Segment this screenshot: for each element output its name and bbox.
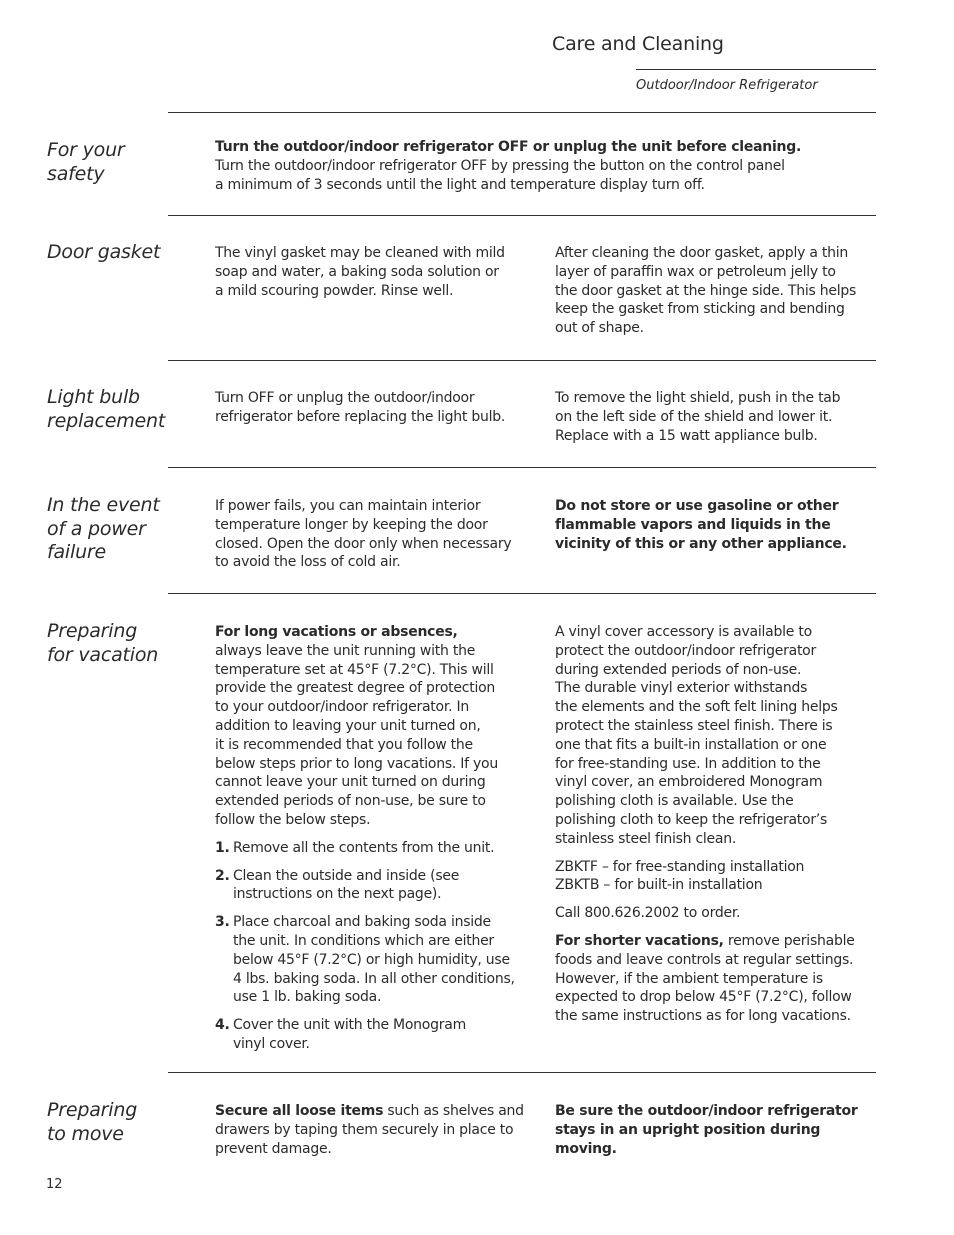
title-line: Door gasket: [47, 241, 161, 263]
title-line: For your: [47, 139, 125, 161]
shorter-vacations-label: For shorter vacations,: [555, 932, 724, 949]
title-line: Preparing: [47, 1099, 138, 1121]
text-line: polishing cloth to keep the refrigerator’s: [555, 811, 828, 828]
text-line: a mild scouring powder. Rinse well.: [215, 282, 454, 299]
step-number: 2.: [215, 867, 230, 884]
text-line: If power fails, you can maintain interior: [215, 498, 481, 514]
order-phone: [555, 904, 880, 923]
title-line: for vacation: [47, 643, 159, 666]
text-line: expected to drop below 45°F (7.2°C), follow: [555, 989, 852, 1006]
text-run: such as shelves and: [383, 1103, 524, 1119]
text-line: soap and water, a baking soda solution or: [215, 263, 499, 280]
safety-warning: Turn the outdoor/indoor refrigerator OFF or unplug the unit before cleaning.: [215, 139, 802, 155]
text-line: stainless steel finish clean.: [555, 830, 737, 847]
text-line: vicinity of this or any other appliance.: [555, 535, 847, 552]
text-line: extended periods of non-use, be sure to: [215, 793, 486, 810]
text-line: for free-standing use. In addition to the: [555, 755, 821, 772]
power-failure-col1: [215, 497, 545, 572]
text-line: Remove all the contents from the unit.: [233, 839, 495, 856]
secure-items-label: Secure all loose items: [215, 1103, 384, 1119]
text-line: 4 lbs. baking soda. In all other conditions,: [233, 970, 515, 987]
page-header-title: Care and Cleaning: [552, 33, 724, 55]
text-line: A vinyl cover accessory is available to: [555, 624, 812, 640]
text-line: Turn OFF or unplug the outdoor/indoor: [215, 390, 475, 406]
text-line: protect the outdoor/indoor refrigerator: [555, 642, 817, 659]
text-line: foods and leave controls at regular settings.: [555, 951, 854, 968]
page-number: 12: [46, 1177, 63, 1192]
text-line: a minimum of 3 seconds until the light and temperature display turn off.: [215, 176, 705, 193]
text-line: the unit. In conditions which are either: [233, 932, 494, 949]
text-line: For long vacations or absences,: [215, 624, 458, 640]
safety-text: [215, 138, 855, 194]
text-line: Call 800.626.2002 to order.: [555, 905, 741, 922]
page-header-subtitle: Outdoor/Indoor Refrigerator: [636, 78, 818, 93]
text-line: closed. Open the door only when necessary: [215, 535, 512, 552]
text-line: addition to leaving your unit turned on,: [215, 717, 481, 734]
shorter-vacations-paragraph: [555, 932, 880, 1026]
title-line: to move: [47, 1122, 124, 1145]
text-line: Replace with a 15 watt appliance bulb.: [555, 427, 818, 444]
text-line: Clean the outside and inside (see: [233, 867, 460, 884]
text-line: on the left side of the shield and lower it.: [555, 408, 833, 425]
title-line: of a power: [47, 517, 146, 540]
section-title-power-failure: [47, 494, 172, 565]
text-line: The vinyl gasket may be cleaned with mild: [215, 245, 505, 261]
vacation-col2: [555, 623, 880, 1026]
section-divider: [168, 360, 876, 361]
text-line: The durable vinyl exterior withstands: [555, 680, 808, 697]
text-line: the elements and the soft felt lining helps: [555, 699, 838, 716]
text-line: vinyl cover, an embroidered Monogram: [555, 774, 823, 791]
text-line: follow the below steps.: [215, 811, 371, 828]
text-line: After cleaning the door gasket, apply a thin: [555, 245, 848, 261]
text-line: the same instructions as for long vacations.: [555, 1008, 851, 1025]
text-line: one that fits a built-in installation or one: [555, 736, 827, 753]
door-gasket-col1: [215, 244, 545, 300]
text-line: instructions on the next page).: [233, 886, 442, 903]
text-line: prevent damage.: [215, 1140, 332, 1157]
vinyl-cover-paragraph: [555, 623, 880, 849]
move-col1: [215, 1102, 545, 1158]
light-bulb-col1: [215, 389, 545, 427]
step-number: 4.: [215, 1017, 230, 1034]
section-divider: [168, 593, 876, 594]
title-line: failure: [47, 541, 107, 563]
text-line: refrigerator before replacing the light bulb.: [215, 408, 506, 425]
text-line: Be sure the outdoor/indoor refrigerator: [555, 1103, 858, 1119]
text-line: to avoid the loss of cold air.: [215, 554, 401, 571]
text-line: to your outdoor/indoor refrigerator. In: [215, 699, 469, 716]
text-line: ZBKTB – for built-in installation: [555, 877, 763, 894]
section-divider: [168, 112, 876, 113]
text-run: remove perishable: [723, 932, 855, 949]
text-line: Cover the unit with the Monogram: [233, 1017, 466, 1034]
text-line: below steps prior to long vacations. If you: [215, 755, 498, 772]
text-line: during extended periods of non-use.: [555, 661, 802, 678]
text-line: ZBKTF – for free-standing installation: [555, 858, 805, 875]
text-line: below 45°F (7.2°C) or high humidity, use: [233, 951, 510, 968]
text-line: cannot leave your unit turned on during: [215, 774, 486, 791]
text-line: Turn the outdoor/indoor refrigerator OFF by pressing the button on the control panel: [215, 157, 785, 174]
section-title-door-gasket: [47, 241, 172, 265]
vacation-col1: [215, 623, 545, 1054]
text-line: protect the stainless steel finish. There is: [555, 717, 833, 734]
power-failure-warning: [555, 497, 880, 553]
text-line: To remove the light shield, push in the tab: [555, 390, 841, 406]
text-line: keep the gasket from sticking and bending: [555, 301, 845, 318]
text-line: flammable vapors and liquids in the: [555, 516, 831, 533]
model-numbers: [555, 858, 880, 896]
title-line: Preparing: [47, 620, 138, 642]
door-gasket-col2: [555, 244, 880, 338]
text-line: drawers by taping them securely in place to: [215, 1121, 514, 1138]
header-rule: [636, 69, 876, 70]
vacation-intro: [215, 623, 545, 830]
text-line: Do not store or use gasoline or other: [555, 498, 839, 514]
section-divider: [168, 215, 876, 216]
text-line: However, if the ambient temperature is: [555, 970, 823, 987]
step-item: [215, 913, 545, 1007]
section-divider: [168, 467, 876, 468]
step-number: 3.: [215, 914, 230, 931]
text-line: out of shape.: [555, 320, 644, 337]
section-title-safety: [47, 139, 172, 186]
text-line: it is recommended that you follow the: [215, 736, 473, 753]
step-number: 1.: [215, 839, 230, 856]
vacation-steps: [215, 839, 545, 1054]
section-title-move: [47, 1099, 172, 1146]
step-item: [215, 867, 545, 905]
step-item: [215, 839, 545, 858]
title-line: replacement: [47, 409, 166, 432]
title-line: Light bulb: [47, 386, 140, 408]
text-line: temperature longer by keeping the door: [215, 516, 488, 533]
title-line: safety: [47, 162, 105, 185]
text-line: always leave the unit running with the: [215, 642, 476, 659]
text-line: polishing cloth is available. Use the: [555, 793, 794, 810]
text-line: the door gasket at the hinge side. This helps: [555, 282, 857, 299]
section-title-light-bulb: [47, 386, 172, 433]
section-divider: [168, 1072, 876, 1073]
text-line: Place charcoal and baking soda inside: [233, 914, 491, 931]
text-line: stays in an upright position during: [555, 1121, 821, 1138]
move-warning: [555, 1102, 880, 1158]
text-line: temperature set at 45°F (7.2°C). This will: [215, 661, 494, 678]
section-title-vacation: [47, 620, 172, 667]
light-bulb-col2: [555, 389, 880, 445]
title-line: In the event: [47, 494, 160, 516]
text-line: layer of paraffin wax or petroleum jelly to: [555, 263, 836, 280]
text-line: provide the greatest degree of protection: [215, 680, 496, 697]
text-line: moving.: [555, 1140, 617, 1157]
text-line: vinyl cover.: [233, 1035, 310, 1052]
step-item: [215, 1016, 545, 1054]
text-line: use 1 lb. baking soda.: [233, 989, 382, 1006]
